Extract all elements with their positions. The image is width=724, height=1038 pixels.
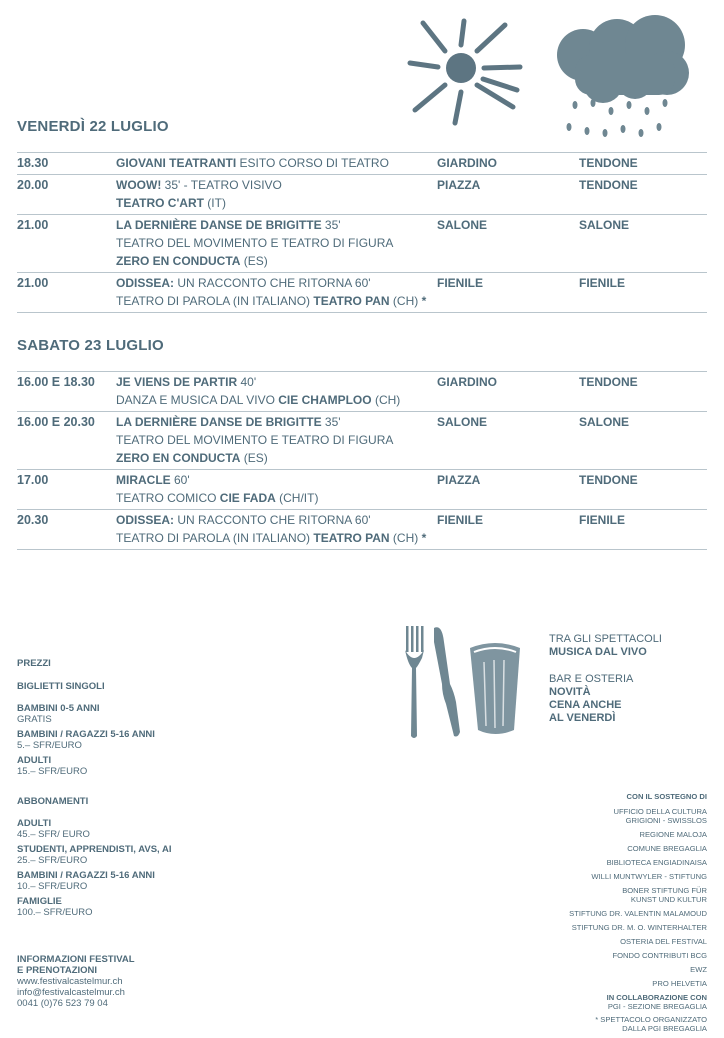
prices-title: PREZZI [17,658,51,669]
company: TEATRO C'ART [116,196,204,210]
venue: SALONE [437,218,488,232]
email-link[interactable]: info@festivalcastelmur.ch [17,987,125,998]
venue: PIAZZA [437,178,481,192]
time: 20.30 [17,513,49,527]
collab-partner: PGI - SEZIONE BREGAGLIA [607,1002,707,1011]
collab-title: IN COLLABORAZIONE CON [606,993,707,1002]
time: 16.00 E 18.30 [17,375,95,389]
day-title-friday: VENERDÌ 22 LUGLIO [17,118,169,135]
venue: SALONE [437,415,488,429]
alt-venue: TENDONE [579,473,638,487]
time: 21.00 [17,276,49,290]
alt-venue: FIENILE [579,513,626,527]
time: 18.30 [17,156,49,170]
sponsors-list [527,807,707,988]
alt-venue: SALONE [579,415,630,429]
time: 16.00 E 20.30 [17,415,95,429]
time: 21.00 [17,218,49,232]
sponsor-item: STIFTUNG DR. M. O. WINTERHALTER [571,923,707,932]
show-title: JE VIENS DE PARTIR [116,375,238,389]
company: TEATRO PAN [313,294,390,308]
venue: FIENILE [437,276,484,290]
alt-venue: FIENILE [579,276,626,290]
company: CIE CHAMPLOO [278,393,372,407]
sponsor-item: REGIONE MALOJA [639,830,707,839]
sponsor-item: FONDO CONTRIBUTI BCG [612,951,707,960]
alt-venue: TENDONE [579,178,638,192]
prices-section: PREZZI BIGLIETTI SINGOLI BAMBINI 0-5 ANNI GRATIS BAMBINI / RAGAZZI 5-16 ANNI 5.– SFR/EURO ADULTI 15.– SFR/EURO ABBONAMENTI ADULTI 45.– SFR/ EURO STUDENTI, APPRENDISTI, AVS, AI 25.– SFR/EURO BAMBINI / RAGAZZI 5-16 ANNI 10.– SFR/EURO FAMIGLIE 100.– SFR/EURO [17,658,317,918]
sponsor-item: OSTERIA DEL FESTIVAL [620,937,707,946]
sponsor-item: BONER STIFTUNG FÜR KUNST UND KULTUR [622,886,707,904]
sponsor-item: EWZ [690,965,707,974]
show-title: ODISSEA: [116,276,175,290]
table-row: 16.00 E 20.30 LA DERNIÈRE DANSE DE BRIGITTE 35' SALONE SALONE TEATRO DEL MOVIMENTO E TEATRO DI FIGURA ZERO EN CONDUCTA (ES) [17,412,707,470]
table-row: 16.00 E 18.30 JE VIENS DE PARTIR 40' GIARDINO TENDONE DANZA E MUSICA DAL VIVO CIE CHAMPLOO (CH) [17,372,707,412]
venue: GIARDINO [437,156,497,170]
cutlery-glass-icon [400,622,525,744]
show-title: MIRACLE [116,473,171,487]
show-title: GIOVANI TEATRANTI [116,156,237,170]
sponsor-item: WILLI MUNTWYLER - STIFTUNG [591,872,707,881]
sponsor-item: UFFICIO DELLA CULTURA GRIGIONI - SWISSLOS [613,807,707,825]
table-row: 21.00 LA DERNIÈRE DANSE DE BRIGITTE 35' SALONE SALONE TEATRO DEL MOVIMENTO E TEATRO DI FIGURA ZERO EN CONDUCTA (ES) [17,215,707,273]
venue: PIAZZA [437,473,481,487]
time: 17.00 [17,473,49,487]
subs-title: ABBONAMENTI [17,796,89,807]
venue: GIARDINO [437,375,497,389]
show-title: LA DERNIÈRE DANSE DE BRIGITTE [116,415,322,429]
table-row: 17.00 MIRACLE 60' PIAZZA TENDONE TEATRO COMICO CIE FADA (CH/IT) [17,470,707,510]
alt-venue: SALONE [579,218,630,232]
sponsor-item: PRO HELVETIA [652,979,707,988]
website-link[interactable]: www.festivalcastelmur.ch [17,976,123,987]
sponsor-item: COMUNE BREGAGLIA [627,844,707,853]
alt-venue: TENDONE [579,375,638,389]
sponsors-title: CON IL SOSTEGNO DI [626,792,707,801]
footnote: * SPETTACOLO ORGANIZZATO DALLA PGI BREGAGLIA [595,1015,707,1033]
sun-icon [405,15,525,130]
genre: TEATRO DEL MOVIMENTO E TEATRO DI FIGURA [116,433,394,447]
company: ZERO EN CONDUCTA [116,451,241,465]
rain-cloud-icon [555,15,695,145]
table-row: 20.30 ODISSEA: UN RACCONTO CHE RITORNA 60' FIENILE FIENILE TEATRO DI PAROLA (IN ITALIANO) TEATRO PAN (CH) * [17,510,707,550]
info-section: INFORMAZIONI FESTIVAL E PRENOTAZIONI www.festivalcastelmur.ch info@festivalcastelmur.ch 0041 (0)76 523 79 04 [17,954,317,1009]
footnote-star: * [421,531,427,545]
company: ZERO EN CONDUCTA [116,254,241,268]
table-row: 18.30 GIOVANI TEATRANTI ESITO CORSO DI TEATRO GIARDINO TENDONE [17,153,707,175]
company: TEATRO PAN [313,531,390,545]
sponsor-item: BIBLIOTECA ENGIADINAISA [606,858,707,867]
alt-venue: TENDONE [579,156,638,170]
venue: FIENILE [437,513,484,527]
genre: TEATRO DEL MOVIMENTO E TEATRO DI FIGURA [116,236,394,250]
show-title: LA DERNIÈRE DANSE DE BRIGITTE [116,218,322,232]
table-row: 20.00 WOOW! 35' - TEATRO VISIVO PIAZZA TENDONE TEATRO C'ART (IT) [17,175,707,215]
time: 20.00 [17,178,49,192]
day-title-saturday: SABATO 23 LUGLIO [17,337,164,354]
sponsor-item: STIFTUNG DR. VALENTIN MALAMOUD [569,909,707,918]
company: CIE FADA [219,491,276,505]
phone-number: 0041 (0)76 523 79 04 [17,998,108,1009]
schedule-saturday [17,371,707,550]
table-row: 21.00 ODISSEA: UN RACCONTO CHE RITORNA 60' FIENILE FIENILE TEATRO DI PAROLA (IN ITALIANO) TEATRO PAN (CH) * [17,273,707,313]
footnote-star: * [421,294,427,308]
singles-title: BIGLIETTI SINGOLI [17,681,105,692]
show-title: ODISSEA: [116,513,175,527]
sponsors-section [527,792,707,1038]
schedule-friday [17,152,707,313]
extra-info: TRA GLI SPETTACOLI MUSICA DAL VIVO BAR E OSTERIA NOVITÀ CENA ANCHE AL VENERDÌ [549,633,662,724]
show-title: WOOW! [116,178,162,192]
